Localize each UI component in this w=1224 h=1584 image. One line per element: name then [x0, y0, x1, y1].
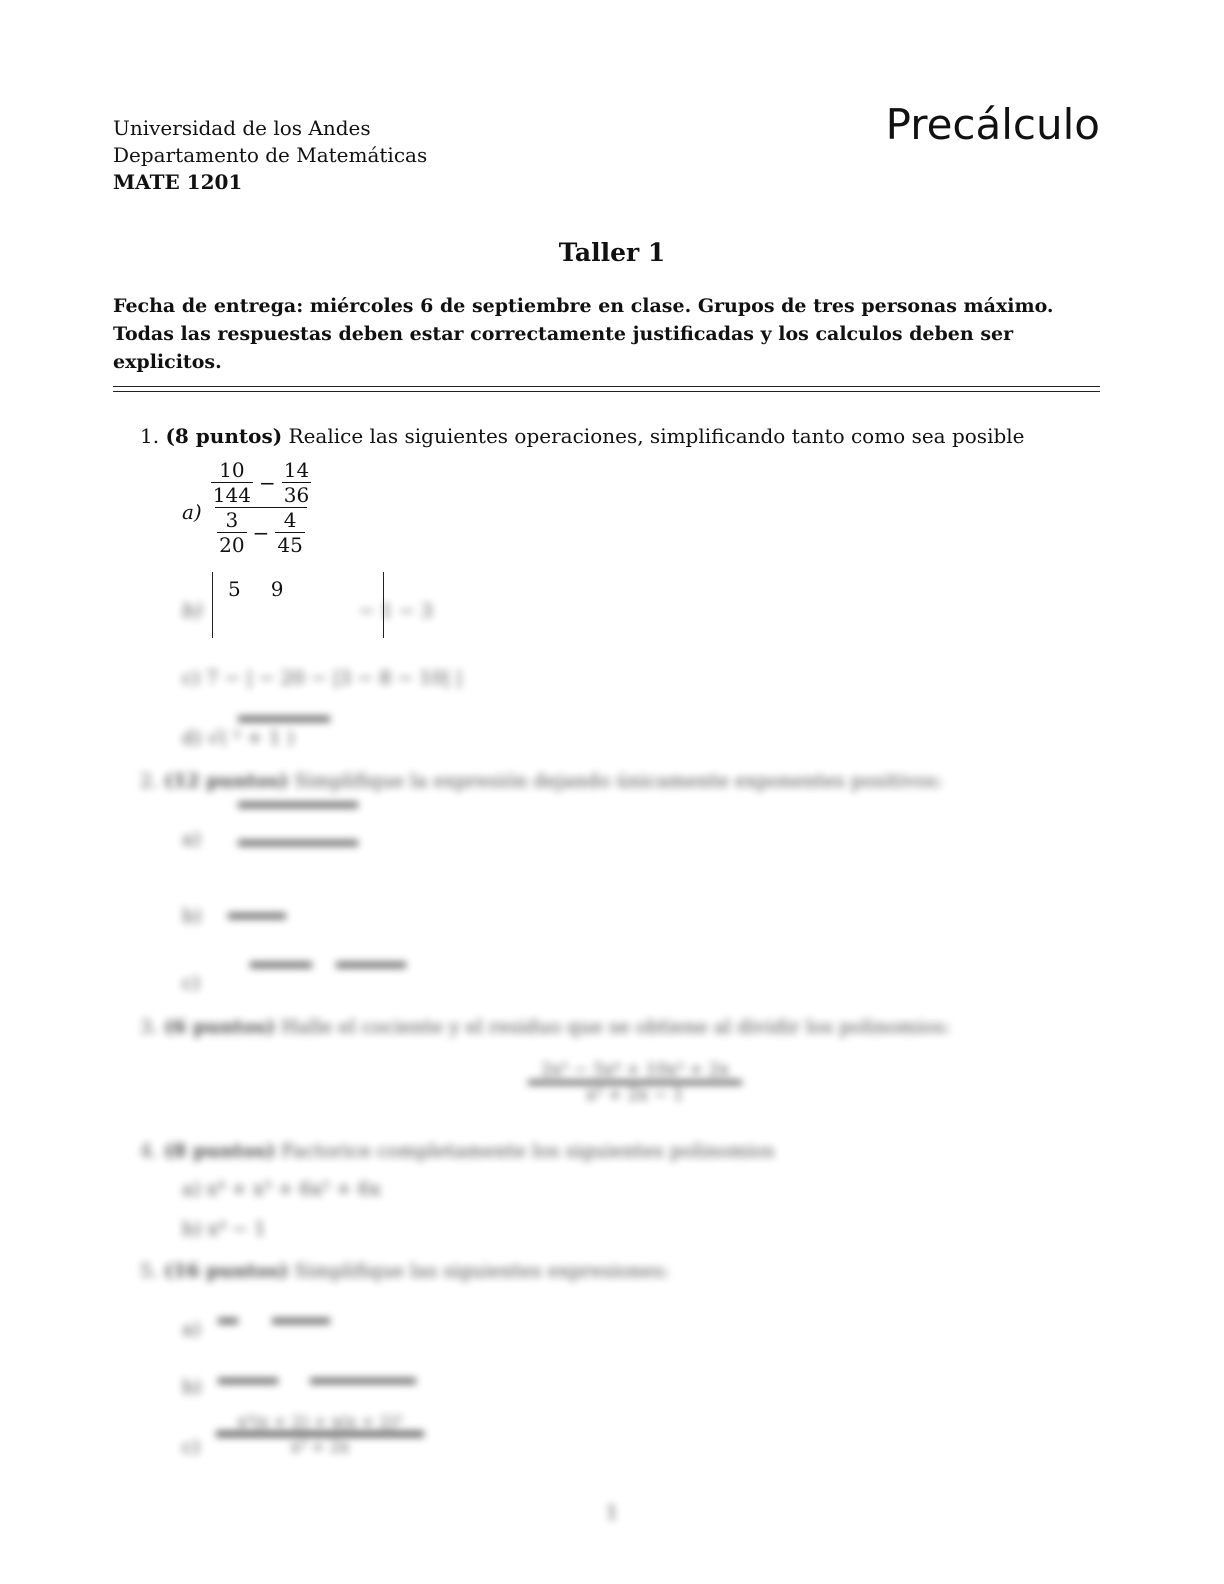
q5-b-bar-1: [218, 1378, 278, 1384]
q2-a-bar-2: [238, 840, 358, 846]
q2-b-label: b): [182, 905, 202, 927]
q1-a-expression: [212, 458, 310, 557]
q4-b: b) x⁴ − 1: [182, 1218, 267, 1240]
q5-c-label: c): [182, 1436, 201, 1458]
department-name: Departamento de Matemáticas: [113, 143, 428, 167]
q2-a-label: a): [182, 828, 201, 850]
university-name: Universidad de los Andes: [113, 116, 371, 140]
instructions: Fecha de entrega: miércoles 6 de septiembre en clase. Grupos de tres personas máximo. Todas las respuestas deben estar correctamente justificadas y los calculos deben ser explicitos.: [113, 295, 1054, 373]
question-1: [140, 424, 1025, 448]
question-4: 4. (8 puntos) Factorice completamente los siguientes polinomios: [140, 1140, 775, 1162]
q5-c-expression: x²(x + 2) + x(x + 2)² x³ + 2x: [216, 1412, 424, 1456]
q5-b-label: b): [182, 1376, 202, 1398]
q5-b-bar-2: [310, 1378, 416, 1384]
question-5: 5. (16 puntos) Simplifique las siguientes expresiones:: [140, 1260, 670, 1282]
q2-a-bar-1: [238, 802, 358, 808]
q1-a-label: a): [182, 500, 202, 524]
q5-a-bar-2: [272, 1318, 330, 1324]
q1-a-numerator: $\frac{10}{144}$ − $\frac{14}{36}$: [212, 458, 310, 507]
question-1-text: Realice las siguientes operaciones, simplificando tanto como sea posible: [288, 424, 1025, 448]
question-1-points: (8 puntos): [165, 424, 283, 448]
q1-c: c) 7 − | − 20 − |3 − 8 − 10| |: [182, 667, 463, 689]
question-1-number: 1.: [140, 424, 160, 448]
double-rule-top: [113, 386, 1100, 387]
course-code: MATE 1201: [113, 170, 243, 194]
q2-c-bar-2: [336, 962, 406, 968]
institution-block: [113, 115, 427, 196]
q2-c-label: c): [182, 972, 201, 994]
q4-a: a) x⁴ + x³ + 6x² + 6x: [182, 1178, 381, 1200]
q1-d-radical-bar: [238, 716, 330, 722]
q2-c-bar-1: [250, 962, 312, 968]
q5-a-label: a): [182, 1318, 201, 1340]
q1-b-blurred: b) − 1 − 3: [182, 598, 433, 622]
q5-a-bar-1: [218, 1318, 238, 1324]
q1-b-numerators: 5 9: [228, 577, 284, 601]
question-2: 2. (12 puntos) Simplifique la expresión dejando únicamente exponentes positivos:: [140, 770, 943, 792]
assignment-title: Taller 1: [558, 238, 666, 267]
q2-b-bar: [228, 913, 286, 919]
question-3: 3. (6 puntos) Halle el cociente y el residuo que se obtiene al dividir los polinomios:: [140, 1016, 951, 1038]
course-title: Precálculo: [885, 100, 1100, 149]
q3-expression: 2x⁵ − 5x⁴ + 10x³ + 2x x² + 2x − 1: [528, 1060, 742, 1105]
double-rule-bottom: [113, 391, 1100, 392]
q1-d: d) √( ² + 1 ): [182, 727, 295, 749]
q1-a-denominator: $\frac{3}{20}$ − $\frac{4}{45}$: [215, 507, 307, 557]
page-number: 1: [605, 1500, 619, 1524]
